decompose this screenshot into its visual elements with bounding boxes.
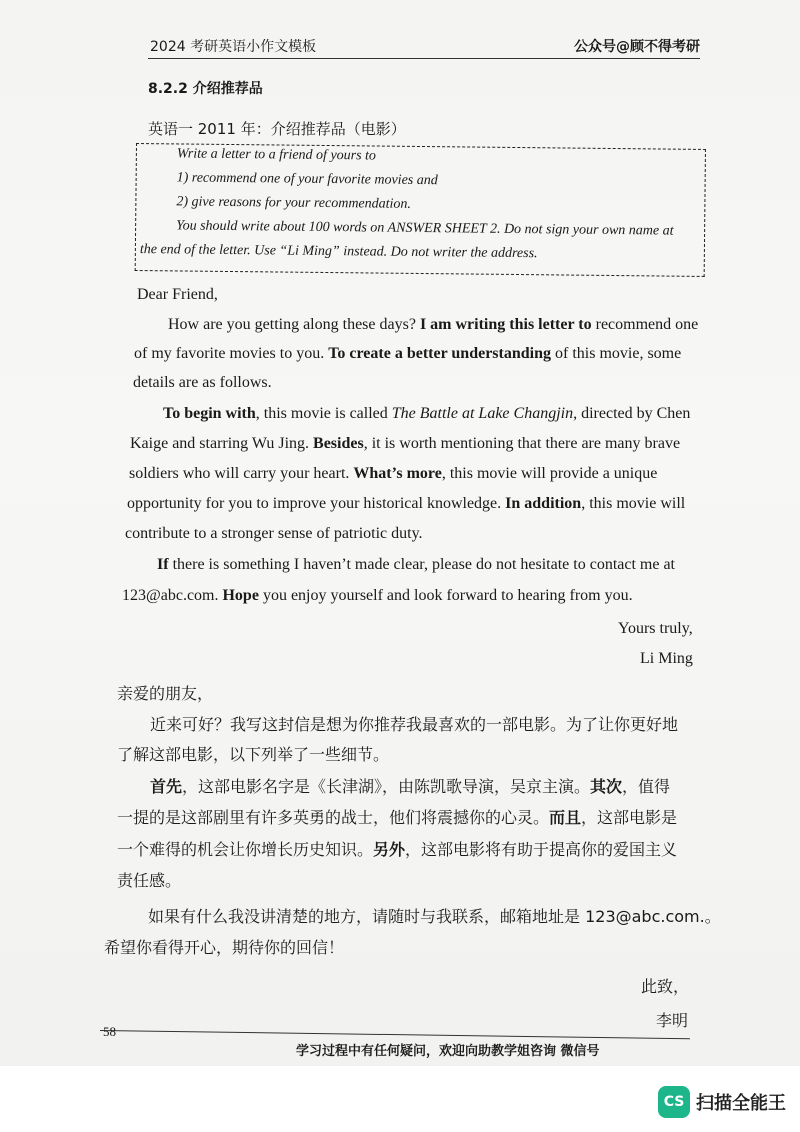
cn-line: 责任感。 xyxy=(117,871,182,890)
text: recommend one xyxy=(591,316,699,333)
section-title: 8.2.2 介绍推荐品 xyxy=(148,81,263,97)
text: How are you getting along these days? xyxy=(168,316,420,333)
letter-line xyxy=(157,556,675,574)
prompt-line: 2) give reasons for your recommendation. xyxy=(176,194,412,212)
camscanner-logo-icon: CS xyxy=(658,1086,690,1118)
cn-line: 如果有什么我没讲清楚的地方，请随时与我联系，邮箱地址是 123@abc.com.。 xyxy=(148,907,721,926)
emphasis: What’s more xyxy=(353,465,442,482)
letter-line xyxy=(130,435,680,453)
text: , this movie is called xyxy=(255,405,392,422)
cn-line: 近来可好？我写这封信是想为你推荐我最喜欢的一部电影。为了让你更好地 xyxy=(150,715,679,734)
emphasis: Hope xyxy=(222,587,259,604)
cn-greeting: 亲爱的朋友， xyxy=(117,684,214,703)
prompt-line: You should write about 100 words on ANSWER SHEET 2. Do not sign your own name at xyxy=(176,218,674,239)
footer-divider xyxy=(100,1030,690,1039)
emphasis: In addition xyxy=(505,495,582,512)
emphasis: If xyxy=(157,556,169,573)
letter-line xyxy=(134,345,681,363)
text: opportunity for you to improve your historical knowledge. xyxy=(127,495,506,512)
letter-line xyxy=(122,587,633,605)
text: ，这部电影将有助于提高你的爱国主义 xyxy=(405,840,678,859)
text: , this movie will xyxy=(581,495,686,512)
text: you enjoy yourself and look forward to hearing from you. xyxy=(258,587,633,604)
letter-line xyxy=(127,495,685,513)
prompt-line: 1) recommend one of your favorite movies and xyxy=(176,170,438,189)
prompt-line: Write a letter to a friend of yours to xyxy=(176,146,377,164)
task-heading: 英语一 2011 年：介绍推荐品（电影） xyxy=(148,120,406,138)
text: of my favorite movies to you. xyxy=(134,345,329,362)
cn-line: 希望你看得开心，期待你的回信！ xyxy=(104,938,345,957)
emphasis: 另外 xyxy=(373,840,406,859)
emphasis: I am writing this letter to xyxy=(419,316,592,333)
emphasis: To begin with xyxy=(163,405,256,422)
cn-line xyxy=(150,774,670,797)
prompt-box xyxy=(135,143,706,277)
text: 一个难得的机会让你增长历史知识。 xyxy=(117,840,374,859)
text: , directed by Chen xyxy=(573,405,691,422)
emphasis: 首先 xyxy=(150,777,183,796)
cn-signature: 李明 xyxy=(656,1011,689,1030)
text: there is something I haven’t made clear, please do not hesitate to contact me at xyxy=(168,556,675,573)
text: ，值得 xyxy=(622,777,671,796)
letter-line xyxy=(129,465,657,483)
text: ，这部电影名字是《长津湖》，由陈凯歌导演，吴京主演。 xyxy=(182,777,591,796)
emphasis: 其次 xyxy=(590,777,623,796)
letter-closing: Yours truly, xyxy=(618,620,693,637)
header-account: 公众号@顾不得考研 xyxy=(574,39,700,55)
letter-signature: Li Ming xyxy=(640,650,693,667)
text: of this movie, some xyxy=(551,345,682,362)
footer-text: 学习过程中有任何疑问，欢迎向助教学姐咨询 微信号 xyxy=(296,1044,600,1059)
letter-line xyxy=(163,405,690,423)
letter-line: details are as follows. xyxy=(133,374,272,391)
movie-title: The Battle at Lake Changjin xyxy=(391,405,574,422)
page-number: 58 xyxy=(103,1024,116,1039)
text: soldiers who will carry your heart. xyxy=(129,465,354,482)
page-header xyxy=(148,30,700,59)
text: 123@abc.com. xyxy=(122,587,223,604)
letter-line: contribute to a stronger sense of patriotic duty. xyxy=(125,525,423,542)
watermark-text: 扫描全能王 xyxy=(696,1093,786,1114)
emphasis: To create a better understanding xyxy=(328,345,551,362)
cn-line xyxy=(117,837,677,860)
letter-greeting: Dear Friend, xyxy=(137,286,218,303)
cn-closing: 此致， xyxy=(641,977,690,996)
header-title: 2024 考研英语小作文模板 xyxy=(150,39,317,55)
cn-line xyxy=(117,805,677,828)
camscanner-watermark xyxy=(658,1085,786,1119)
emphasis: Besides xyxy=(313,435,364,452)
text: 一提的是这部剧里有许多英勇的战士，他们将震撼你的心灵。 xyxy=(117,808,550,827)
emphasis: 而且 xyxy=(549,808,582,827)
letter-line xyxy=(168,316,698,334)
cn-line: 了解这部电影，以下列举了一些细节。 xyxy=(117,745,390,764)
text: , this movie will provide a unique xyxy=(441,465,658,482)
text: , it is worth mentioning that there are many brave xyxy=(363,435,681,452)
prompt-line: the end of the letter. Use “Li Ming” instead. Do not writer the address. xyxy=(139,242,538,262)
text: ，这部电影是 xyxy=(581,808,678,827)
text: Kaige and starring Wu Jing. xyxy=(130,435,314,452)
